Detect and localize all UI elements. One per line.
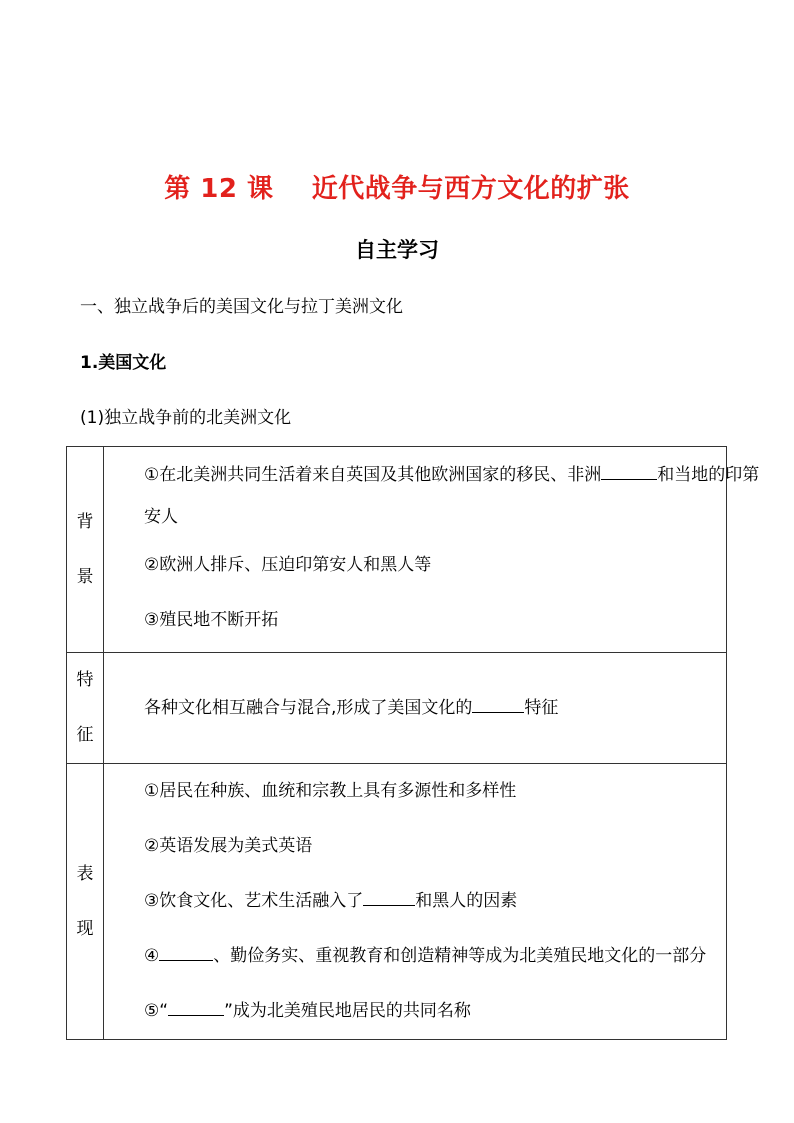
row-content-feature <box>104 653 727 764</box>
list-item <box>144 874 726 929</box>
item-text: 、勤俭务实、重视教育和创造精神等成为北美殖民地文化的一部分 <box>213 946 707 966</box>
list-item <box>144 681 726 736</box>
fill-in-blank[interactable] <box>159 943 213 961</box>
list-item <box>144 984 726 1039</box>
subsubsection-heading: (1)独立战争前的北美洲文化 <box>80 408 292 428</box>
table-row-background <box>67 447 727 653</box>
section-heading: 自主学习 <box>355 238 439 262</box>
row-header-char: 表 <box>76 863 94 884</box>
list-item: ②欧洲人排斥、压迫印第安人和黑人等 <box>144 554 432 575</box>
item-text: 和黑人的因素 <box>415 891 518 911</box>
fill-in-blank[interactable] <box>601 462 657 480</box>
list-item: ①居民在种族、血统和宗教上具有多源性和多样性 <box>144 781 517 801</box>
item-text: 各种文化相互融合与混合,形成了美国文化的 <box>144 697 473 718</box>
table-row-feature <box>67 653 727 764</box>
subsection-heading: 1.美国文化 <box>80 353 167 373</box>
row-header-char: 景 <box>76 566 94 587</box>
study-table <box>66 446 760 1040</box>
row-header-manifestation <box>67 764 104 1040</box>
fill-in-blank[interactable] <box>168 998 224 1016</box>
item-text: ④ <box>144 946 160 966</box>
row-header-char: 现 <box>76 918 94 939</box>
list-item <box>144 452 760 538</box>
page-title: 第 12 课 近代战争与西方文化的扩张 <box>164 174 630 204</box>
item-text: 和当地的印第安人 <box>144 464 760 527</box>
item-text: ③饮食文化、艺术生活融入了 <box>144 891 364 911</box>
item-text: ⑤“ <box>144 1001 169 1021</box>
row-header-char: 背 <box>76 511 94 532</box>
row-header-char: 征 <box>76 725 94 745</box>
row-header-feature <box>67 653 104 764</box>
fill-in-blank[interactable] <box>363 888 415 906</box>
list-item: ③殖民地不断开拓 <box>144 609 279 630</box>
row-content-background <box>104 447 760 653</box>
item-text: ①在北美洲共同生活着来自英国及其他欧洲国家的移民、非洲 <box>144 464 602 485</box>
item-text: 特征 <box>524 697 559 718</box>
part-heading: 一、独立战争后的美国文化与拉丁美洲文化 <box>80 297 403 317</box>
list-item <box>144 929 726 984</box>
row-header-background <box>67 447 104 653</box>
row-header-char: 特 <box>76 670 94 690</box>
item-text: ”成为北美殖民地居民的共同名称 <box>224 1001 471 1021</box>
table-row-manifestation <box>67 764 727 1040</box>
fill-in-blank[interactable] <box>472 695 524 713</box>
row-content-manifestation <box>104 764 727 1040</box>
list-item: ②英语发展为美式英语 <box>144 836 313 856</box>
